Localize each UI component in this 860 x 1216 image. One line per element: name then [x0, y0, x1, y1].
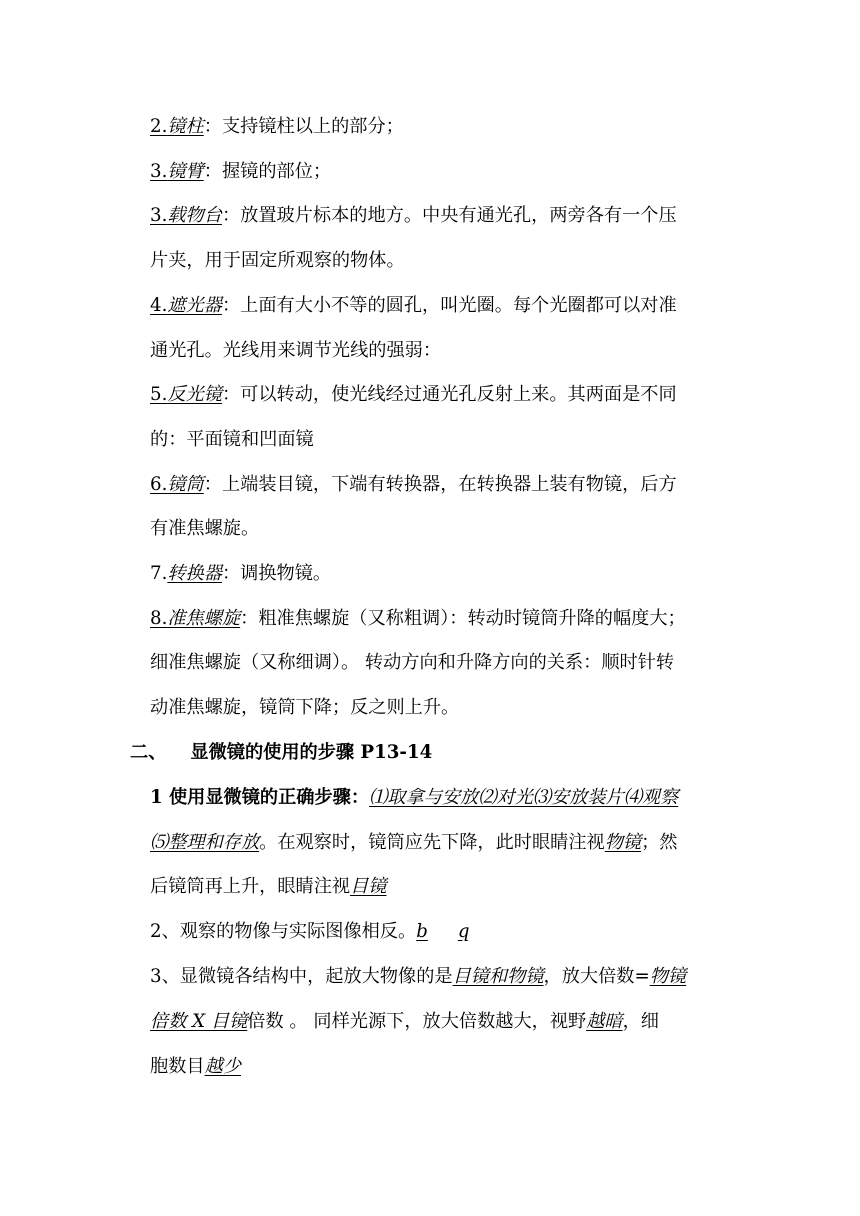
item-3-arm-line: [150, 157, 331, 187]
item-3-stage-line: [150, 201, 677, 231]
step-1-answer-objective: 物镜: [604, 832, 642, 853]
item-6-continuation: 有准焦螺旋。: [150, 518, 260, 539]
item-text: ：粗准焦螺旋（又称粗调）：转动时镜筒升降的幅度大；: [240, 608, 686, 629]
item-number: 3.: [150, 161, 168, 182]
item-term: 镜柱: [167, 116, 204, 137]
step-3-answer-fewer: 越少: [204, 1056, 241, 1077]
step-3-text-2: 倍数 。 同样光源下，放大倍数越大，视野: [247, 1011, 587, 1032]
item-number: 5.: [150, 384, 168, 405]
item-number: 7.: [150, 563, 168, 584]
item-text: ：放置玻片标本的地方。中央有通光孔，两旁各有一个压: [221, 205, 677, 226]
step-3-line-2: [150, 1007, 659, 1037]
step-2-answer: [416, 921, 469, 942]
item-8-continuation-2: 动准焦螺旋，镜筒下降；反之则上升。: [150, 697, 460, 718]
item-term: 镜臂: [167, 161, 204, 182]
item-number: 2.: [150, 116, 168, 137]
item-8-line: [150, 604, 686, 634]
item-number: 8.: [150, 608, 168, 629]
item-text: ：上面有大小不等的圆孔，叫光圈。每个光圈都可以对准: [221, 295, 677, 316]
step-1-line-2: [150, 828, 678, 858]
step-2-answer-b: b: [416, 921, 428, 942]
item-text: ：调换物镜。: [221, 563, 332, 584]
item-text: ：握镜的部位；: [203, 161, 332, 182]
item-5-line: [150, 380, 677, 410]
step-3-answer-lenses: 目镜和物镜: [452, 966, 544, 987]
item-4-continuation: 通光孔。光线用来调节光线的强弱：: [150, 340, 442, 361]
item-text: ：可以转动，使光线经过通光孔反射上来。其两面是不同: [221, 384, 677, 405]
item-term: 反光镜: [167, 384, 222, 405]
step-1-answer-eyepiece: 目镜: [350, 876, 387, 897]
step-1-text-3: 后镜筒再上升，眼睛注视: [150, 876, 351, 897]
section-title: 显微镜的使用的步骤 P13-14: [190, 742, 433, 763]
step-1-line: [150, 783, 678, 813]
step-3-text-3: 胞数目: [150, 1056, 205, 1077]
item-text: ：支持镜柱以上的部分；: [203, 116, 404, 137]
step-3-line-3: [150, 1052, 241, 1082]
step-3-answer-formula-cont: 倍数 X 目镜: [150, 1011, 248, 1032]
section-number: 二、: [130, 742, 167, 763]
item-number: 4.: [150, 295, 168, 316]
item-2-line: [150, 112, 404, 142]
step-3-line: [150, 962, 686, 992]
step-1-lead: 1 使用显微镜的正确步骤：: [150, 787, 370, 808]
item-term: 准焦螺旋: [167, 608, 241, 629]
item-term: 转换器: [167, 563, 222, 584]
step-1-steps: ⑴取拿与安放⑵对光⑶安放装片⑷观察: [369, 787, 679, 808]
item-text: ：上端装目镜，下端有转换器，在转换器上装有物镜，后方: [203, 474, 677, 495]
step-1-line-3: [150, 872, 386, 902]
item-term: 镜筒: [167, 474, 204, 495]
item-term: 遮光器: [167, 295, 222, 316]
step-2-line: [150, 917, 470, 947]
step-2-text: 2、观察的物像与实际图像相反。: [150, 921, 417, 942]
step-1-steps-cont: ⑸整理和存放: [150, 832, 260, 853]
item-7-line: [150, 559, 331, 589]
item-number: 6.: [150, 474, 168, 495]
section-heading: [130, 738, 432, 768]
step-3-text-2-end: ，细: [622, 1011, 659, 1032]
item-4-line: [150, 291, 677, 321]
item-term: 载物台: [167, 205, 222, 226]
step-3-answer-darker: 越暗: [586, 1011, 623, 1032]
step-3-answer-formula: 物镜: [649, 966, 687, 987]
item-6-line: [150, 470, 677, 500]
item-8-continuation-1: 细准焦螺旋（又称细调）。 转动方向和升降方向的关系：顺时针转: [150, 652, 675, 673]
item-3-stage-continuation: 片夹，用于固定所观察的物体。: [150, 250, 405, 271]
step-3-lead: 3、显微镜各结构中，起放大物像的是: [150, 966, 453, 987]
step-1-text: 。在观察时，镜筒应先下降，此时眼睛注视: [259, 832, 605, 853]
step-1-text-end: ；然: [641, 832, 678, 853]
item-number: 3.: [150, 205, 168, 226]
step-3-text: ，放大倍数=: [543, 966, 650, 987]
item-5-continuation: 的：平面镜和凹面镜: [150, 429, 314, 450]
step-2-answer-q: q: [457, 921, 470, 942]
